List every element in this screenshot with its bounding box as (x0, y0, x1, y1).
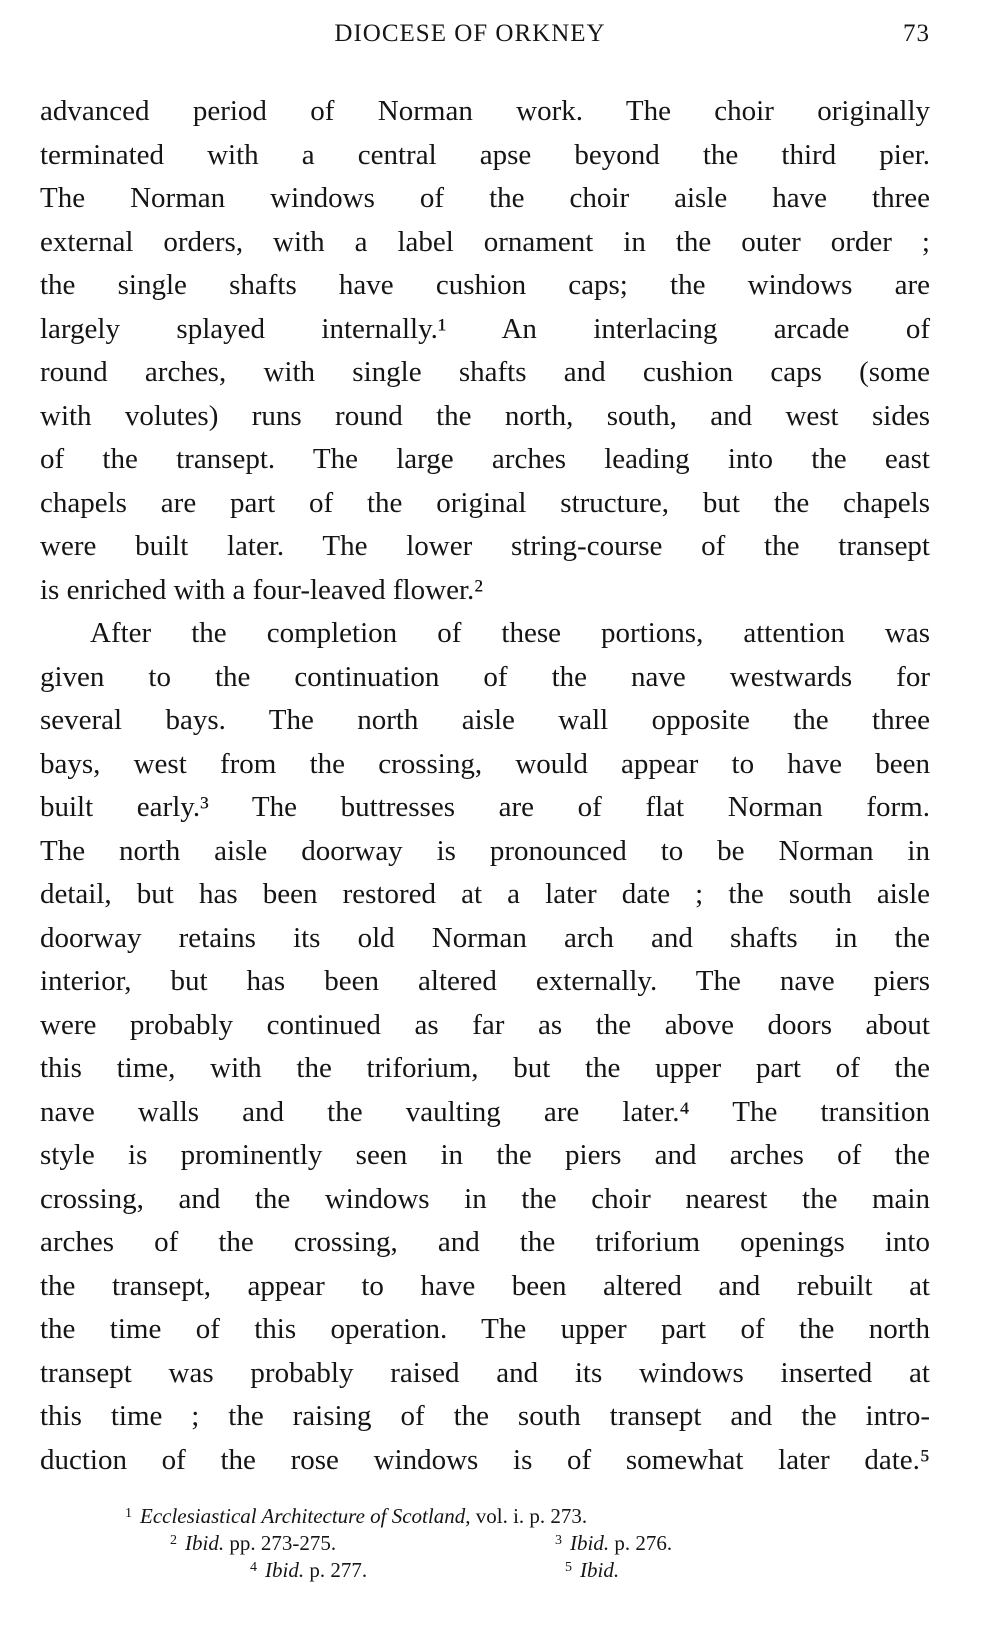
text-line: nave walls and the vaulting are later.⁴ The transition (40, 1095, 930, 1128)
text-line: were built later. The lower string-course of the transept (40, 530, 930, 562)
footnote-4 (250, 1554, 367, 1584)
footnote-number: 2 (170, 1533, 177, 1548)
text-line: The north aisle doorway is pronounced to be Norman in (40, 834, 930, 867)
text-line: the time of this operation. The upper part of the north (40, 1313, 930, 1345)
text-line: several bays. The north aisle wall opposite the three (40, 704, 930, 736)
text-line: with volutes) runs round the north, south, and west sides (40, 399, 930, 432)
text-line: doorway retains its old Norman arch and shafts in the (40, 921, 930, 954)
text-line: the transept, appear to have been altered and rebuilt at (40, 1269, 930, 1302)
footnote-3 (555, 1527, 672, 1557)
text-line: advanced period of Norman work. The choir originally (40, 95, 930, 127)
text-line: this time, with the triforium, but the upper part of the (40, 1052, 930, 1084)
text-line: chapels are part of the original structure, but the chapels (40, 486, 930, 519)
text-line: built early.³ The buttresses are of flat Norman form. (40, 791, 930, 823)
footnote-row (40, 1500, 930, 1527)
footnote-2 (170, 1527, 336, 1557)
footnote-title: Ecclesiastical Architecture of Scotland, (140, 1504, 471, 1528)
footnote-number: 3 (555, 1533, 562, 1548)
footnote-number: 4 (250, 1560, 257, 1575)
footnote-title: Ibid. (570, 1531, 610, 1555)
text-line: The Norman windows of the choir aisle have three (40, 182, 930, 214)
text-line: crossing, and the windows in the choir nearest the main (40, 1182, 930, 1215)
footnote-reference: vol. i. p. 273. (475, 1504, 588, 1528)
text-line: detail, but has been restored at a later date ; the south aisle (40, 878, 930, 910)
text-line: were probably continued as far as the above doors about (40, 1008, 930, 1041)
footnote-row (40, 1527, 930, 1554)
text-line: arches of the crossing, and the triforium openings into (40, 1226, 930, 1258)
text-line: interior, but has been altered externally. The nave piers (40, 965, 930, 997)
text-line: of the transept. The large arches leading into the east (40, 443, 930, 475)
page-header (40, 20, 930, 60)
footnote-reference: p. 276. (614, 1531, 673, 1555)
footnote-title: Ibid. (185, 1531, 225, 1555)
footnote-reference: pp. 273-275. (229, 1531, 337, 1555)
text-line: duction of the rose windows is of somewhat later date.⁵ (40, 1443, 930, 1476)
paragraph-start-line: After the completion of these portions, attention was (90, 617, 930, 649)
text-line: bays, west from the crossing, would appear to have been (40, 747, 930, 780)
footnote-number: 5 (565, 1560, 572, 1575)
page-number: 73 (903, 20, 930, 47)
footnote-number: 1 (125, 1506, 132, 1521)
footnote-row (40, 1554, 930, 1581)
footnote-1 (125, 1500, 587, 1530)
text-line: the single shafts have cushion caps; the windows are (40, 269, 930, 301)
footnote-5 (565, 1554, 619, 1584)
text-line: this time ; the raising of the south transept and the intro- (40, 1400, 930, 1432)
footnote-title: Ibid. (265, 1558, 305, 1582)
text-line: given to the continuation of the nave westwards for (40, 660, 930, 693)
text-line: terminated with a central apse beyond the third pier. (40, 138, 930, 171)
text-line: transept was probably raised and its windows inserted at (40, 1356, 930, 1389)
footnotes (40, 1500, 930, 1581)
footnote-title: Ibid. (580, 1558, 620, 1582)
text-line: is enriched with a four-leaved flower.² (40, 573, 483, 606)
footnote-reference: p. 277. (309, 1558, 368, 1582)
text-line: external orders, with a label ornament in the outer order ; (40, 225, 930, 258)
body-text (40, 90, 930, 1482)
text-line: round arches, with single shafts and cushion caps (some (40, 356, 930, 388)
text-line: style is prominently seen in the piers and arches of the (40, 1139, 930, 1171)
running-title: DIOCESE OF ORKNEY (334, 20, 606, 47)
text-line: largely splayed internally.¹ An interlacing arcade of (40, 312, 930, 345)
